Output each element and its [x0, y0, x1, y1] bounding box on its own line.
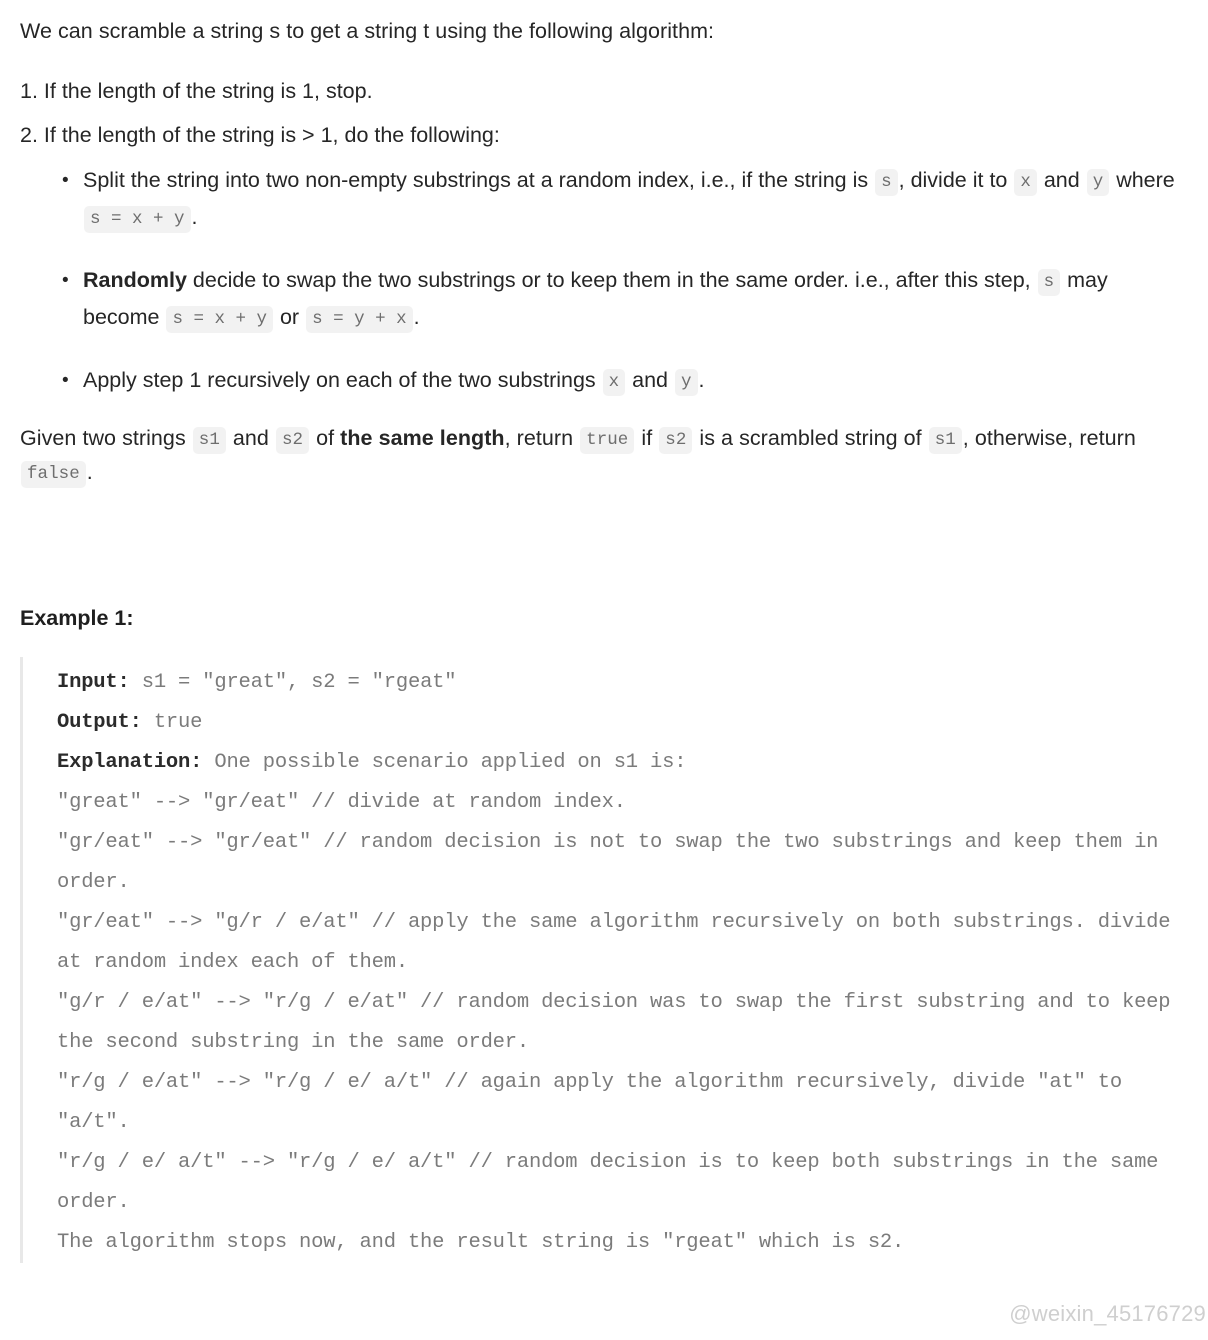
list-item: • Apply step 1 recursively on each of the two substrings x and y . — [62, 362, 1188, 399]
watermark: @weixin_45176729 — [1009, 1301, 1206, 1326]
inline-code-chip: s1 — [929, 427, 962, 454]
inline-code-chip: x — [1014, 169, 1037, 196]
emphasis-text: Randomly — [83, 268, 187, 292]
inline-code-chip: y — [675, 369, 698, 396]
inline-code-chip: y — [1087, 169, 1110, 196]
list-item: • Split the string into two non-empty substrings at a random index, i.e., if the string is s , divide it to x and y where s = x + y . — [62, 162, 1188, 236]
code-label: Input: — [57, 671, 130, 694]
inline-code-chip: s2 — [659, 427, 692, 454]
list-item: • Randomly decide to swap the two substrings or to keep them in the same order. i.e., after this step, s may become s = x + y or s = y + x . — [62, 262, 1188, 336]
section-spacer — [20, 515, 1188, 603]
inline-code-chip: s — [875, 169, 898, 196]
example-1-code-block: Input: s1 = "great", s2 = "rgeat" Output: true Explanation: One possible scenario applied on s1 is: "great" --> "gr/eat" // divide at random index. "gr/eat" --> "gr/eat" // random decision is not to swap the two substrings and keep them in order. "gr/eat" --> "g/r / e/at" // apply the same algorithm recursively on both substrings. divide at random index each of them. "g/r / e/at" --> "r/g / e/at" // random decision was to swap the first substring and to keep the second substring in the same order. "r/g / e/at" --> "r/g / e/ a/t" // again apply the algorithm recursively, divide "at" to "a/t". "r/g / e/ a/t" --> "r/g / e/ a/t" // random decision is to keep both substrings in the same order. The algorithm stops now, and the result string is "rgeat" which is s2. — [20, 657, 1188, 1263]
emphasis-text: the same length — [340, 426, 505, 450]
code-label: Output: — [57, 711, 142, 734]
example-1-heading: Example 1: — [20, 606, 134, 630]
inline-code-chip: s1 — [193, 427, 226, 454]
algorithm-step-1: 1. If the length of the string is 1, stop. — [20, 79, 373, 103]
inline-code-chip: s = y + x — [306, 306, 413, 333]
inline-code-chip: s = x + y — [84, 206, 191, 233]
intro-paragraph: We can scramble a string s to get a string t using the following algorithm: — [20, 19, 715, 43]
code-label: Explanation: — [57, 751, 203, 774]
problem-goal-paragraph: Given two strings s1 and s2 of the same length, return true if s2 is a scrambled string of s1 , otherwise, return false . — [20, 421, 1188, 489]
inline-code-chip: x — [603, 369, 626, 396]
inline-code-chip: s — [1038, 269, 1061, 296]
inline-code-chip: true — [580, 427, 634, 454]
inline-code-chip: false — [21, 461, 86, 488]
algorithm-sub-steps-list — [20, 162, 1188, 399]
algorithm-step-2: 2. If the length of the string is > 1, do the following: — [20, 123, 500, 147]
inline-code-chip: s2 — [276, 427, 309, 454]
inline-code-chip: s = x + y — [166, 306, 273, 333]
